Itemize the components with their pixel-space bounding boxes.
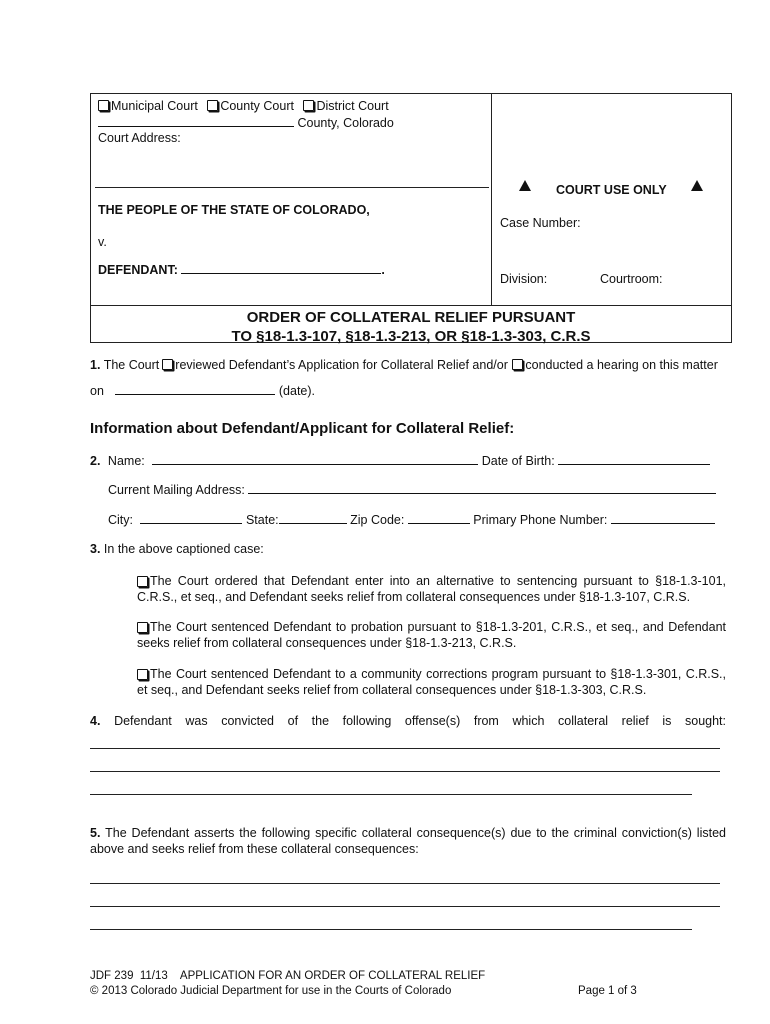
item1-date-label: (date). xyxy=(278,384,316,398)
caption-divider-vertical xyxy=(491,94,492,305)
name-field[interactable] xyxy=(152,453,478,465)
city-field[interactable] xyxy=(140,512,242,524)
hearing-date-field[interactable] xyxy=(115,383,275,395)
item1-number: 1. xyxy=(90,358,101,372)
item2-number: 2. xyxy=(90,454,101,468)
district-court-checkbox[interactable] xyxy=(303,100,314,111)
dob-label: Date of Birth: xyxy=(481,454,555,468)
item3-option-b: The Court sentenced Defendant to probation pursuant to §18-1.3-201, C.R.S., et seq., and Defendant seeks relief from collateral consequences under §18-1.3-213, C.R.S. xyxy=(137,620,726,650)
item3-text: In the above captioned case: xyxy=(103,542,264,556)
reviewed-application-checkbox[interactable] xyxy=(162,359,173,370)
order-title xyxy=(91,308,731,346)
division-label: Division: xyxy=(500,272,548,286)
county-colorado-label: County, Colorado xyxy=(297,116,394,130)
consequence-line-2[interactable] xyxy=(90,906,720,907)
item1-text-c: conducted a hearing on this matter xyxy=(525,358,718,372)
zip-field[interactable] xyxy=(408,512,470,524)
item4-text xyxy=(90,713,726,729)
county-row xyxy=(98,115,394,130)
dob-field[interactable] xyxy=(558,453,710,465)
item5-text xyxy=(90,825,726,857)
footer-page-number: Page 1 of 3 xyxy=(578,985,637,997)
item1-row xyxy=(90,358,718,372)
caption-box xyxy=(90,93,732,343)
mailing-address-label: Current Mailing Address: xyxy=(108,483,245,497)
zip-label: Zip Code: xyxy=(350,513,405,527)
item1-on-label: on xyxy=(90,384,104,398)
item4-label: Defendant was convicted of the following offense(s) from which collateral relief is sought: xyxy=(114,714,727,728)
court-type-row xyxy=(98,99,389,113)
court-use-only-label: COURT USE ONLY xyxy=(556,183,667,197)
state-label: State: xyxy=(245,513,279,527)
phone-field[interactable] xyxy=(611,512,715,524)
conducted-hearing-checkbox[interactable] xyxy=(512,359,523,370)
offense-line-3[interactable] xyxy=(90,794,692,795)
phone-label: Primary Phone Number: xyxy=(473,513,608,527)
item3-intro xyxy=(90,542,264,556)
defendant-name-field[interactable] xyxy=(181,262,381,274)
offense-line-2[interactable] xyxy=(90,771,720,772)
footer-form-id: JDF 239 11/13 APPLICATION FOR AN ORDER OF COLLATERAL RELIEF xyxy=(90,970,486,982)
item3-number: 3. xyxy=(90,542,101,556)
city-label: City: xyxy=(108,513,133,527)
name-label: Name: xyxy=(107,454,145,468)
order-title-line1: ORDER OF COLLATERAL RELIEF PURSUANT xyxy=(246,309,576,326)
item5-number: 5. xyxy=(90,826,101,840)
item4-number: 4. xyxy=(90,714,101,728)
order-title-line2: TO §18-1.3-107, §18-1.3-213, OR §18-1.3-303, C.R.S xyxy=(231,328,591,345)
section-heading: Information about Defendant/Applicant for Collateral Relief: xyxy=(90,420,515,437)
county-court-label: County Court xyxy=(220,99,294,113)
court-address-label: Court Address: xyxy=(98,131,181,145)
item3-option-a: The Court ordered that Defendant enter into an alternative to sentencing pursuant to §18-1.3-101, C.R.S., et seq., and Defendant seeks relief from collateral consequences under §18-1.3-107, C.R.S. xyxy=(137,574,726,604)
item2-name-row xyxy=(90,453,710,468)
item5-label: The Defendant asserts the following specific collateral consequence(s) due to the criminal conviction(s) listed above and seeks relief from these collateral consequences: xyxy=(90,826,726,856)
defendant-label: DEFENDANT: xyxy=(98,263,178,277)
arrow-up-icon-right xyxy=(691,180,703,194)
consequence-line-1[interactable] xyxy=(90,883,720,884)
item2-mailing-row xyxy=(108,482,716,497)
county-court-checkbox[interactable] xyxy=(207,100,218,111)
consequence-line-3[interactable] xyxy=(90,929,692,930)
county-name-field[interactable] xyxy=(98,115,294,127)
court-address-line[interactable] xyxy=(95,187,489,188)
footer-copyright: © 2013 Colorado Judicial Department for use in the Courts of Colorado xyxy=(90,985,452,997)
caption-divider-horizontal xyxy=(91,305,731,306)
item3-option-c: The Court sentenced Defendant to a community corrections program pursuant to §18-1.3-301, C.R.S., et seq., and Defendant seeks relief from collateral consequences under §18-1.3-303, C.R.S. xyxy=(137,667,726,697)
item1-text-b: reviewed Defendant’s Application for Collateral Relief and/or xyxy=(175,358,508,372)
arrow-up-icon-left xyxy=(519,180,531,194)
people-label: THE PEOPLE OF THE STATE OF COLORADO, xyxy=(98,203,370,217)
municipal-court-label: Municipal Court xyxy=(111,99,198,113)
municipal-court-checkbox[interactable] xyxy=(98,100,109,111)
state-field[interactable] xyxy=(279,512,347,524)
versus-label: v. xyxy=(98,235,107,249)
case-number-label: Case Number: xyxy=(500,216,581,230)
item2-city-row xyxy=(108,512,715,527)
item1-date-row xyxy=(90,383,315,398)
item1-text-a: The Court xyxy=(103,358,160,372)
courtroom-label: Courtroom: xyxy=(600,272,663,286)
offense-line-1[interactable] xyxy=(90,748,720,749)
mailing-address-field[interactable] xyxy=(248,482,716,494)
defendant-row: DEFENDANT: . xyxy=(98,263,385,277)
district-court-label: District Court xyxy=(316,99,389,113)
